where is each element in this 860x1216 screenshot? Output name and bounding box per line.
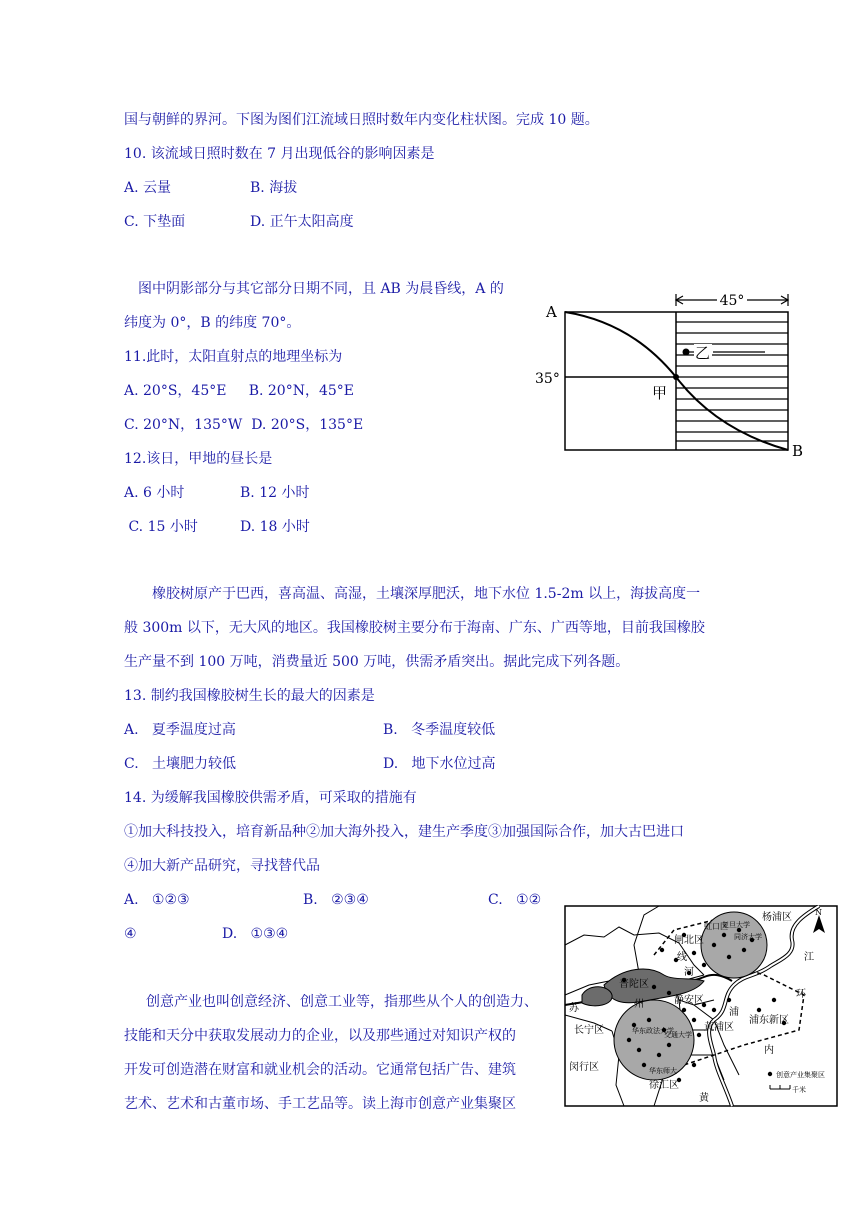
map-label-yangpu: 杨浦区 [762,912,792,923]
map-label-changning: 长宁区 [574,1025,604,1036]
intro-text: 国与朝鲜的界河。下图为图们江流域日照时数年内变化柱状图。完成 10 题。 [124,112,599,128]
map-label-jiaoda: 交通大学 [664,1031,692,1039]
option-13c: C. 土壤肥力较低 [124,756,237,772]
scale-label: 千米 [792,1086,806,1094]
map-label-huangpu: 黄浦区 [704,1022,734,1033]
option-10a: A. 云量 [124,180,172,196]
yi-label: 乙 [695,344,711,362]
map-label-hongkou: 虹口区 [704,922,728,931]
latitude-label: 35° [535,371,560,387]
option-13d: D. 地下水位过高 [383,756,496,772]
map-label-zhabei: 闸北区 [674,935,704,946]
legend-dot-icon [768,1072,772,1076]
map-label-jiang: 江 [804,952,814,963]
option-14c: C. ①② [488,892,542,908]
option-12c: C. 15 小时 [124,519,198,535]
question-11: 11.此时，太阳直射点的地理坐标为 [124,349,343,365]
longitude-label: 45° [719,293,745,309]
option-10b: B. 海拔 [250,180,298,196]
creative-para-3: 开发可创造潜在财富和就业机会的活动。它通常包括广告、建筑 [124,1062,516,1078]
map-label-fudan: 复旦大学 [722,921,750,929]
options-11ab: A. 20°S，45°E B. 20°N，45°E [124,383,354,399]
option-14b: B. ②③④ [303,892,369,908]
rubber-para-2: 般 300m 以下，无大风的地区。我国橡胶树主要分布于海南、广东、广西等地，目前我国橡胶 [124,620,705,636]
point-a-label: A [546,303,557,321]
map-label-zhou: 州 [634,999,644,1010]
option-14a: A. ①②③ [124,892,190,908]
question-10: 10. 该流域日照时数在 7 月出现低谷的影响因素是 [124,146,435,162]
map-label-huan: 环 [796,989,806,1000]
map-label-nei: 内 [764,1045,774,1056]
creative-para-2: 技能和天分中获取发展动力的企业，以及那些通过对知识产权的 [124,1028,516,1044]
rubber-para-1: 橡胶树原产于巴西，喜高温、高湿，土壤深厚肥沃，地下水位 1.5-2m 以上，海拔高度一 [152,586,701,602]
map-label-putuo: 普陀区 [619,979,649,990]
map-label-pudong: 浦东新区 [749,1015,789,1026]
map-label-jingan: 静安区 [674,995,704,1006]
option-10c: C. 下垫面 [124,214,186,230]
jia-label: 甲 [652,384,668,402]
option-12b: B. 12 小时 [240,485,310,501]
option-14c-cont: ④ [124,926,137,942]
map-label-hwzh: 华东政法大学 [632,1027,674,1035]
question-13: 13. 制约我国橡胶树生长的最大的因素是 [124,688,375,704]
question-14: 14. 为缓解我国橡胶供需矛盾，可采取的措施有 [124,790,417,806]
shanghai-map [564,905,838,1107]
map-label-su: 苏 [569,1003,579,1014]
option-12a: A. 6 小时 [124,485,185,501]
terminator-diagram [535,290,815,465]
option-10d: D. 正午太阳高度 [250,214,354,230]
map-label-he: 河 [684,967,694,978]
map-label-tongji: 同济大学 [734,933,762,941]
point-b-label: B [792,442,804,460]
option-12d: D. 18 小时 [240,519,310,535]
diagram-intro-2: 纬度为 0°，B 的纬度 70°。 [124,315,301,331]
option-13a: A. 夏季温度过高 [124,722,236,738]
diagram-intro-1: 图中阴影部分与其它部分日期不同，且 AB 为晨昏线，A 的 [138,281,504,297]
map-label-minhang: 闵行区 [569,1062,599,1073]
north-label: N [815,908,822,917]
measures-line-2: ④加大新产品研究，寻找替代品 [124,858,320,874]
option-13b: B. 冬季温度较低 [383,722,496,738]
creative-para-1: 创意产业也叫创意经济、创意工业等，指那些从个人的创造力、 [146,994,538,1010]
map-label-huadong: 华东师大 [649,1067,677,1075]
legend-label: 创意产业集聚区 [776,1071,825,1079]
options-11cd: C. 20°N，135°W D. 20°S，135°E [124,417,364,433]
map-label-huang: 黄 [699,1093,709,1104]
jia-point [673,374,679,380]
map-label-pu: 浦 [729,1007,739,1018]
measures-line-1: ①加大科技投入，培育新品种②加大海外投入，建生产季度③加强国际合作，加大古巴进口 [124,824,684,840]
map-label-xuhui: 徐汇区 [649,1080,679,1091]
creative-para-4: 艺术、艺术和古董市场、手工艺品等。读上海市创意产业集聚区 [124,1096,516,1112]
map-label-xian: 线 [677,952,687,963]
option-14d: D. ①③④ [222,926,289,942]
question-12: 12.该日，甲地的昼长是 [124,451,273,467]
rubber-para-3: 生产量不到 100 万吨，消费量近 500 万吨，供需矛盾突出。据此完成下列各题。 [124,654,630,670]
